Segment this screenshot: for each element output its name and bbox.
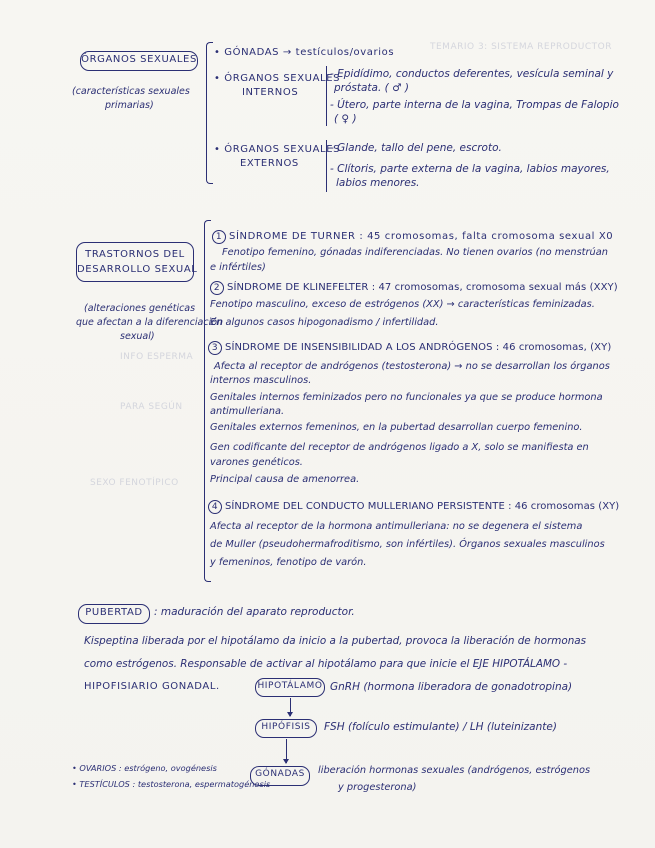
bleed-through-text: INFO ESPERMA (120, 352, 194, 362)
sindrome-turner-title (212, 230, 613, 244)
hipotalamo-box: HIPOTÁLAMO (255, 678, 325, 697)
sindrome-text: Genitales internos feminizados pero no funcionales ya que se produce hormona (210, 392, 603, 403)
sindrome-text: Fenotipo masculino, exceso de estrógenos (XX) → características feminizadas. (210, 299, 595, 310)
pubertad-text: HIPOFISIARIO GONADAL. (84, 681, 220, 692)
bleed-through-text: SEXO FENOTÍPICO (90, 478, 179, 488)
number-circle: 4 (208, 500, 222, 514)
internos-femeninos: ( ♀ ) (334, 113, 357, 125)
organos-subtitle: (características sexuales (72, 86, 190, 97)
trastornos-title: DESARROLLO SEXUAL (77, 264, 198, 275)
gonadas-description: liberación hormonas sexuales (andrógenos, estrógenos (318, 765, 591, 776)
sindrome-title-text: SÍNDROME DE KLINEFELTER : 47 cromosomas, cromosoma sexual más (XXY) (227, 282, 618, 293)
sindrome-text: Principal causa de amenorrea. (210, 474, 360, 485)
sindrome-text: antimulleriana. (210, 406, 285, 417)
gnrh-label: GnRH (hormona liberadora de gonadotropina) (330, 681, 573, 693)
internos-femeninos: - Útero, parte interna de la vagina, Trompas de Falopio (330, 99, 619, 111)
bleed-through-text: PARA SEGÚN (120, 402, 183, 412)
sindrome-text: internos masculinos. (210, 375, 312, 386)
hipofisis-box: HIPÓFISIS (255, 719, 317, 738)
ovarios-note: • OVARIOS : estrógeno, ovogénesis (72, 763, 217, 773)
internos-masculinos: próstata. ( ♂ ) (334, 82, 409, 94)
trastornos-title: TRASTORNOS DEL (85, 249, 185, 260)
sindrome-mulleriano-title (208, 500, 619, 514)
arrow-down (286, 739, 287, 763)
sindrome-title-text: SÍNDROME DE INSENSIBILIDAD A LOS ANDRÓGENOS : 46 cromosomas, (XY) (225, 342, 612, 353)
trastornos-subtitle: que afectan a la diferenciación (76, 317, 224, 328)
pubertad-text: como estrógenos. Responsable de activar al hipotálamo para que inicie el EJE HIPOTÁLAMO - (84, 658, 568, 670)
bleed-through-text: TEMARIO 3: SISTEMA REPRODUCTOR (430, 42, 612, 52)
sindrome-text: Afecta al receptor de andrógenos (testosterona) → no se desarrollan los órganos (214, 361, 610, 372)
externos-femeninos: labios menores. (336, 177, 420, 189)
number-circle: 2 (210, 281, 224, 295)
trastornos-title-box (76, 242, 198, 282)
trastornos-subtitle: (alteraciones genéticas (84, 303, 196, 314)
pubertad-title-box: PUBERTAD (78, 604, 150, 624)
organos-title-box: ÓRGANOS SEXUALES (80, 51, 198, 71)
pubertad-definition: : maduración del aparato reproductor. (154, 606, 355, 618)
sindrome-text: Afecta al receptor de la hormona antimulleriana: no se degenera el sistema (210, 521, 583, 532)
externos-femeninos: - Clítoris, parte externa de la vagina, labios mayores, (330, 163, 610, 175)
gonadas-box: GÓNADAS (250, 766, 310, 786)
internos-label: INTERNOS (242, 87, 299, 98)
sindrome-title-text: SÍNDROME DE TURNER : 45 cromosomas, falta cromosoma sexual X0 (229, 231, 614, 242)
arrow-down (290, 698, 291, 716)
organos-subtitle: primarias) (105, 100, 154, 111)
trastornos-subtitle: sexual) (120, 331, 155, 342)
sindrome-title-text: SÍNDROME DEL CONDUCTO MULLERIANO PERSISTENTE : 46 cromosomas (XY) (225, 501, 620, 512)
fsh-lh-label: FSH (folículo estimulante) / LH (luteinizante) (324, 721, 557, 733)
number-circle: 3 (208, 341, 222, 355)
internos-masculinos: - Epidídimo, conductos deferentes, vesícula seminal y (330, 68, 614, 80)
sindrome-text: Genitales externos femeninos, en la pubertad desarrollan cuerpo femenino. (210, 422, 583, 433)
pubertad-text: Kispeptina liberada por el hipotálamo da inicio a la pubertad, provoca la liberación de hormonas (84, 635, 587, 647)
number-circle: 1 (212, 230, 226, 244)
externos-label: • ÓRGANOS SEXUALES (214, 144, 341, 155)
sindrome-text: de Muller (pseudohermafroditismo, son infértiles). Órganos sexuales masculinos (210, 539, 605, 550)
sindrome-text: varones genéticos. (210, 457, 303, 468)
sindrome-text: Fenotipo femenino, gónadas indiferenciadas. No tienen ovarios (no menstrúan (222, 247, 608, 258)
gonadas-item: • GÓNADAS → testículos/ovarios (214, 47, 395, 58)
internos-brace (326, 66, 327, 126)
externos-masculinos: - Glande, tallo del pene, escroto. (330, 142, 502, 154)
externos-brace (326, 140, 327, 192)
organos-brace (206, 42, 213, 184)
sindrome-text: Gen codificante del receptor de andrógenos ligado a X, solo se manifiesta en (210, 442, 589, 453)
internos-label: • ÓRGANOS SEXUALES (214, 73, 341, 84)
sindrome-text: En algunos casos hipogonadismo / infertilidad. (210, 317, 439, 328)
gonadas-description: y progesterona) (338, 782, 417, 793)
sindrome-insensibilidad-title (208, 341, 611, 355)
sindrome-klinefelter-title (210, 281, 618, 295)
sindrome-text: y femeninos, fenotipo de varón. (210, 557, 367, 568)
externos-label: EXTERNOS (240, 158, 299, 169)
sindrome-text: e infértiles) (210, 262, 266, 273)
testiculos-note: • TESTÍCULOS : testosterona, espermatogénesis (72, 779, 271, 789)
